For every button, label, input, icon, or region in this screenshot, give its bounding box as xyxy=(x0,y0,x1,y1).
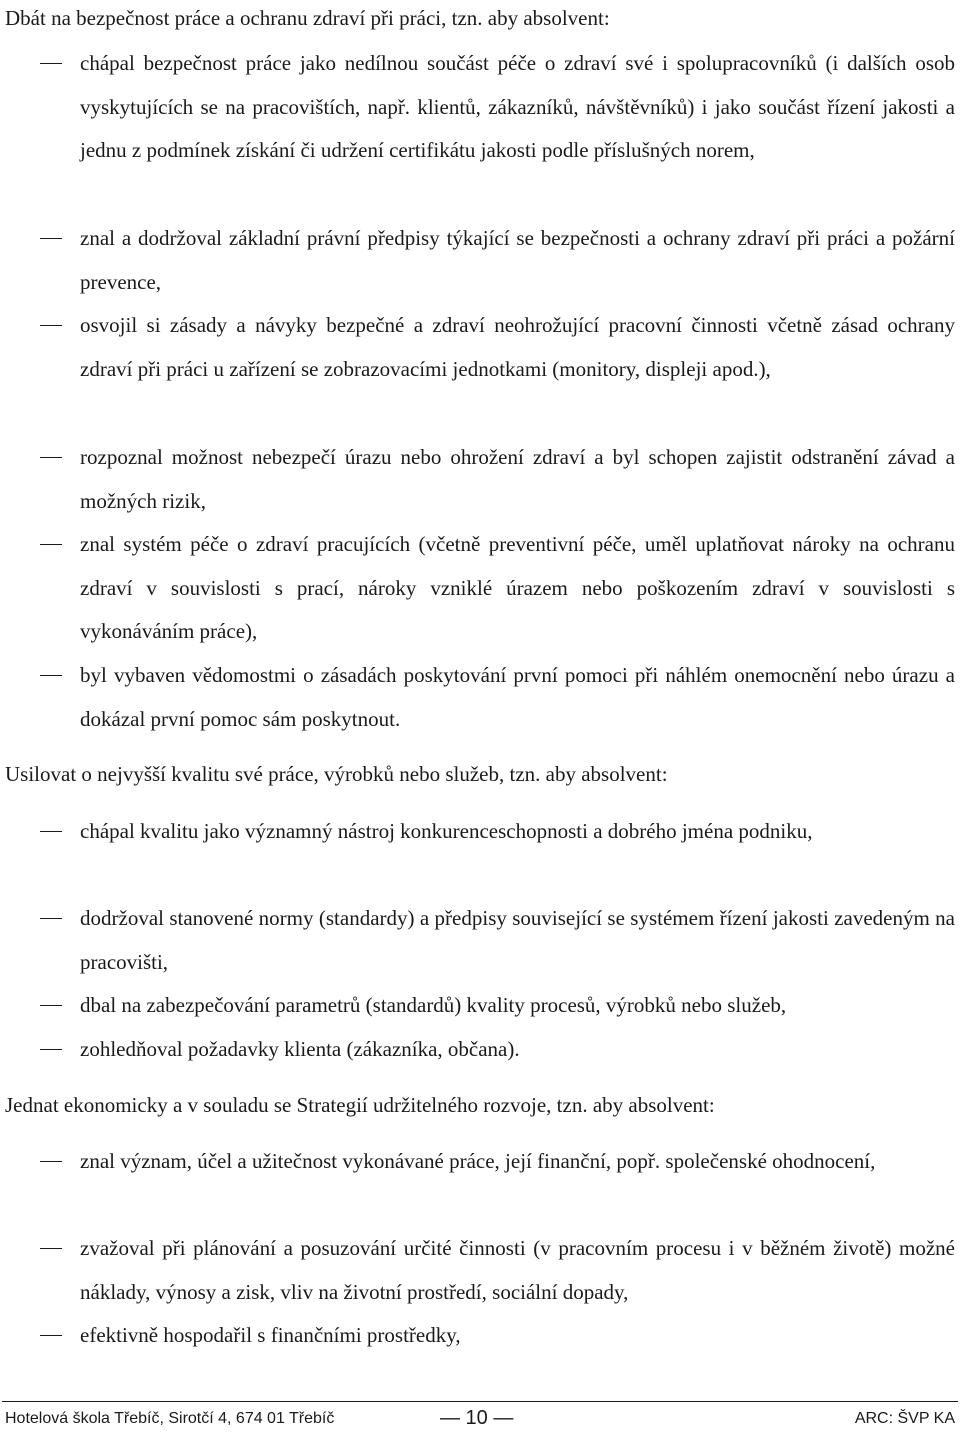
list-item-text: dbal na zabezpečování parametrů (standardů) kvality procesů, výrobků nebo služeb, xyxy=(80,993,787,1017)
list-item-text: dodržoval stanovené normy (standardy) a předpisy související se systémem řízení jakosti zavedeným na pracovišti, xyxy=(80,906,955,974)
page-number: — 10 — xyxy=(440,1407,514,1429)
bullet-dash xyxy=(40,675,62,676)
bullet-dash xyxy=(40,238,62,239)
bullet-dash xyxy=(40,1335,62,1336)
list-item-text: znal systém péče o zdraví pracujících (včetně preventivní péče, uměl uplatňovat nároky na ochranu zdraví v souvislosti s prací, nároky vzniklé úrazem nebo poškozením zdraví v souvislosti s vykonáváním práce), xyxy=(80,532,955,643)
page-footer xyxy=(0,1401,960,1432)
footer-document-code: ARC: ŠVP KA xyxy=(854,1410,955,1427)
footer-divider xyxy=(2,1401,958,1402)
bullet-dash xyxy=(40,544,62,545)
list-item-text: zvažoval při plánování a posuzování určité činnosti (v pracovním procesu i v běžném životě) možné náklady, výnosy a zisk, vliv na životní prostředí, sociální dopady, xyxy=(80,1236,955,1304)
bullet-dash xyxy=(40,1161,62,1162)
bullet-dash xyxy=(40,63,62,64)
list-item-text: efektivně hospodařil s finančními prostředky, xyxy=(80,1323,461,1347)
bullet-dash xyxy=(40,457,62,458)
bullet-dash xyxy=(40,1049,62,1050)
bullet-dash xyxy=(40,1005,62,1006)
bullet-dash xyxy=(40,831,62,832)
bullet-dash xyxy=(40,325,62,326)
list-item-text: rozpoznal možnost nebezpečí úrazu nebo ohrožení zdraví a byl schopen zajistit odstranění závad a možných rizik, xyxy=(80,445,955,513)
list-item-text: byl vybaven vědomostmi o zásadách poskytování první pomoci při náhlém onemocnění nebo úrazu a dokázal první pomoc sám poskytnout. xyxy=(80,663,955,731)
list-item-text: znal význam, účel a užitečnost vykonávané práce, její finanční, popř. společenské ohodnocení, xyxy=(80,1149,876,1173)
list-item-text: chápal kvalitu jako významný nástroj konkurenceschopnosti a dobrého jména podniku, xyxy=(80,819,813,843)
list-item-text: chápal bezpečnost práce jako nedílnou součást péče o zdraví své i spolupracovníků (i dalších osob vyskytujících se na pracovištích, např. klientů, zákazníků, návštěvníků) i jako součást řízení jakosti a jednu z podmínek získání či udržení certifikátu jakosti podle příslušných norem, xyxy=(80,51,955,162)
list-item-text: znal a dodržoval základní právní předpisy týkající se bezpečnosti a ochrany zdraví při práci a požární prevence, xyxy=(80,226,955,294)
footer-school-address: Hotelová škola Třebíč, Sirotčí 4, 674 01 Třebíč xyxy=(5,1410,335,1427)
bullet-dash xyxy=(40,918,62,919)
section-heading-safety: Dbát na bezpečnost práce a ochranu zdraví při práci, tzn. aby absolvent: xyxy=(5,6,610,30)
list-item-text: zohledňoval požadavky klienta (zákazníka, občana). xyxy=(80,1037,520,1061)
section-heading-economy: Jednat ekonomicky a v souladu se Strategií udržitelného rozvoje, tzn. aby absolvent: xyxy=(5,1093,715,1117)
bullet-dash xyxy=(40,1248,62,1249)
section-heading-quality: Usilovat o nejvyšší kvalitu své práce, výrobků nebo služeb, tzn. aby absolvent: xyxy=(5,762,668,786)
list-item-text: osvojil si zásady a návyky bezpečné a zdraví neohrožující pracovní činnosti včetně zásad ochrany zdraví při práci u zařízení se zobrazovacími jednotkami (monitory, displeji apod.), xyxy=(80,313,955,381)
